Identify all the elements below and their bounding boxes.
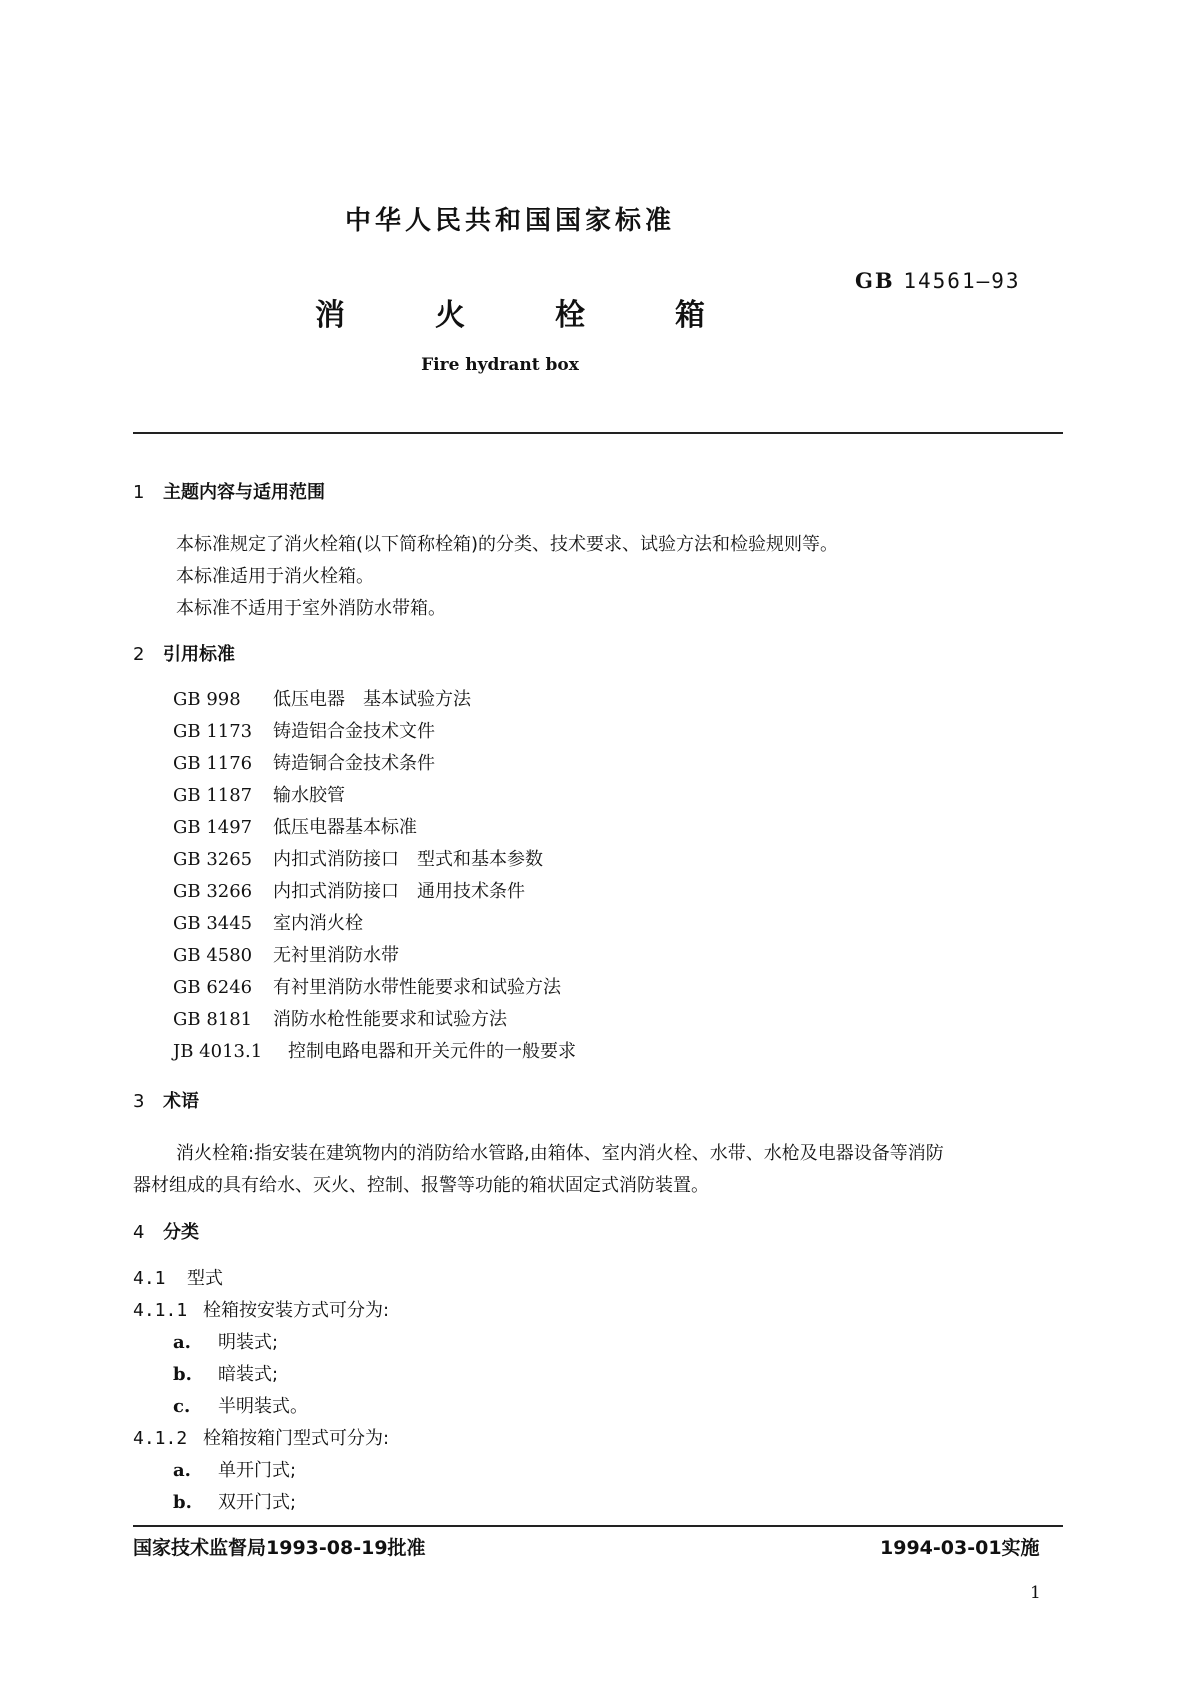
list-item: [173, 1328, 278, 1354]
reference-title: 内扣式消防接口 型式和基本参数: [273, 849, 543, 870]
subsection-4-1-1: [133, 1296, 389, 1322]
section-4-heading: [133, 1218, 199, 1244]
reference-item: [173, 1036, 576, 1068]
section-title: 主题内容与适用范围: [163, 482, 325, 503]
reference-title: 低压电器 基本试验方法: [273, 689, 471, 710]
reference-item: [173, 908, 576, 940]
standard-code: 14561—93: [903, 269, 1021, 293]
list-item: [173, 1360, 278, 1386]
document-title-cn: 消火栓箱: [315, 298, 795, 333]
effective-date: 1994-03-01实施: [880, 1537, 1040, 1559]
reference-code: GB 998: [173, 689, 241, 710]
subsection-4-1: [133, 1264, 223, 1290]
list-text: 单开门式;: [218, 1460, 297, 1481]
list-text: 双开门式;: [218, 1492, 297, 1513]
section-number: 1: [133, 482, 145, 503]
section-title: 引用标准: [163, 644, 235, 665]
reference-code: GB 1173: [173, 721, 253, 742]
reference-title: 有衬里消防水带性能要求和试验方法: [273, 977, 561, 998]
reference-title: 无衬里消防水带: [273, 945, 399, 966]
list-letter: a.: [173, 1460, 191, 1481]
list-text: 暗装式;: [218, 1364, 279, 1385]
reference-code: GB 4580: [173, 945, 253, 966]
header-divider: [133, 432, 1063, 434]
list-letter: c.: [173, 1396, 191, 1417]
reference-code: GB 1497: [173, 817, 253, 838]
reference-code: GB 6246: [173, 977, 253, 998]
section-title: 分类: [163, 1222, 199, 1243]
subsection-title: 栓箱按箱门型式可分为:: [203, 1428, 390, 1449]
reference-item: [173, 876, 576, 908]
reference-code: GB 8181: [173, 1009, 253, 1030]
standard-prefix: GB: [855, 268, 895, 293]
reference-code: GB 1176: [173, 753, 253, 774]
section-number: 3: [133, 1091, 145, 1112]
reference-item: [173, 812, 576, 844]
reference-item: [173, 780, 576, 812]
list-text: 半明装式。: [218, 1396, 308, 1417]
subsection-number: 4.1.1: [133, 1300, 188, 1321]
page-number: 1: [1030, 1583, 1041, 1603]
paragraph: 本标准规定了消火栓箱(以下简称栓箱)的分类、技术要求、试验方法和检验规则等。: [176, 534, 839, 555]
reference-item: [173, 748, 576, 780]
reference-title: 室内消火栓: [273, 913, 363, 934]
reference-item: [173, 844, 576, 876]
reference-code: GB 1187: [173, 785, 253, 806]
section-2-heading: [133, 640, 235, 666]
reference-item: [173, 684, 576, 716]
reference-item: [173, 716, 576, 748]
subsection-title: 型式: [187, 1268, 223, 1289]
reference-item: [173, 972, 576, 1004]
reference-list: [173, 684, 576, 1068]
reference-item: [173, 1004, 576, 1036]
definition-line-1: 消火栓箱:指安装在建筑物内的消防给水管路,由箱体、室内消火栓、水带、水枪及电器设备等消防: [176, 1143, 944, 1164]
national-standard-title: 中华人民共和国国家标准: [344, 206, 675, 236]
list-text: 明装式;: [218, 1332, 279, 1353]
reference-title: 内扣式消防接口 通用技术条件: [273, 881, 525, 902]
reference-title: 铸造铜合金技术条件: [273, 753, 435, 774]
reference-code: GB 3445: [173, 913, 253, 934]
list-item: [173, 1456, 296, 1482]
subsection-number: 4.1.2: [133, 1428, 188, 1449]
list-item: [173, 1392, 308, 1418]
reference-title: 低压电器基本标准: [273, 817, 417, 838]
section-number: 4: [133, 1222, 145, 1243]
paragraph: 本标准不适用于室外消防水带箱。: [176, 598, 446, 619]
reference-title: 输水胶管: [273, 785, 345, 806]
reference-code: GB 3265: [173, 849, 253, 870]
reference-item: [173, 940, 576, 972]
document-title-en: Fire hydrant box: [421, 355, 579, 375]
section-1-heading: [133, 478, 325, 504]
reference-title: 消防水枪性能要求和试验方法: [273, 1009, 507, 1030]
reference-code: JB 4013.1: [173, 1041, 263, 1062]
section-title: 术语: [163, 1091, 199, 1112]
list-letter: b.: [173, 1364, 192, 1385]
approval-date: 国家技术监督局1993-08-19批准: [133, 1537, 426, 1559]
subsection-title: 栓箱按安装方式可分为:: [203, 1300, 390, 1321]
section-number: 2: [133, 644, 145, 665]
definition-line-2: 器材组成的具有给水、灭火、控制、报警等功能的箱状固定式消防装置。: [133, 1175, 709, 1196]
footer-divider: [133, 1525, 1063, 1527]
reference-title: 铸造铝合金技术文件: [273, 721, 435, 742]
section-3-heading: [133, 1087, 199, 1113]
reference-title: 控制电路电器和开关元件的一般要求: [288, 1041, 576, 1062]
reference-code: GB 3266: [173, 881, 253, 902]
subsection-number: 4.1: [133, 1268, 166, 1289]
subsection-4-1-2: [133, 1424, 389, 1450]
list-letter: a.: [173, 1332, 191, 1353]
list-letter: b.: [173, 1492, 192, 1513]
paragraph: 本标准适用于消火栓箱。: [176, 566, 374, 587]
list-item: [173, 1488, 296, 1514]
